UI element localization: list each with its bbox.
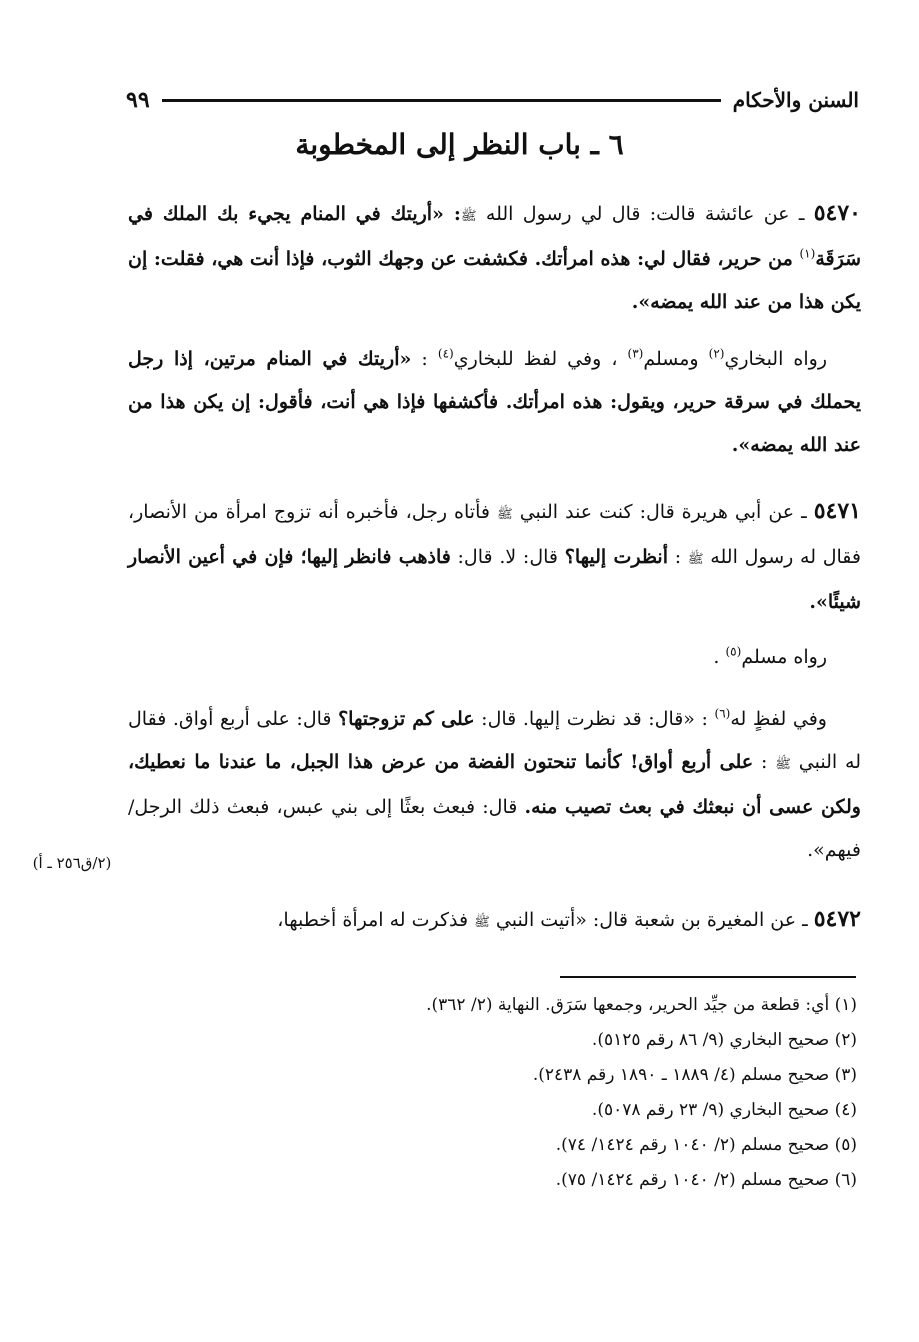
narration-text: :	[411, 348, 438, 370]
narration-text: .	[713, 646, 726, 668]
narration-text: رواه البخاري	[724, 348, 828, 370]
hadith-text: :	[668, 546, 688, 568]
running-title: السنن والأحكام	[732, 88, 859, 112]
narration-1	[128, 338, 861, 467]
narration-text: وفي لفظٍ له	[730, 708, 827, 730]
hadith-5470	[128, 192, 861, 324]
hadith-bold-text: فاذهب فانظر إليها؛ فإن في أعين الأنصار شيئًا».	[128, 546, 861, 613]
footnote-4: (٤) صحيح البخاري (٩/ ٢٣ رقم ٥٠٧٨).	[591, 1100, 857, 1120]
hadith-text: فذكرت له امرأة أخطبها،	[277, 909, 475, 931]
hadith-intro: ـ عن عائشة قالت: قال لي رسول الله	[476, 203, 814, 225]
footnote-ref-5: (٥)	[725, 644, 742, 659]
hadith-bold-text: أنظرت إليها؟	[564, 546, 668, 568]
footnote-separator	[560, 976, 856, 978]
chapter-heading: ٦ ـ باب النظر إلى المخطوبة	[295, 128, 624, 161]
narration-text: : «قال: قد نظرت إليها. قال:	[474, 708, 715, 730]
hadith-intro: ـ عن المغيرة بن شعبة قال: «أتيت النبي	[489, 909, 814, 931]
footnote-ref-3: (٣)	[627, 346, 644, 361]
narration-text: قال: على أربع أواق. فقال له النبي	[128, 708, 861, 773]
hadith-5472	[128, 898, 861, 944]
hadith-text: فأتاه رجل، فأخبره أنه تزوج امرأة من الأنصار، فقال له رسول الله	[128, 501, 861, 568]
manuscript-folio-note: (٢/ق٢٥٦ ـ أ)	[32, 854, 112, 872]
running-header	[126, 82, 859, 118]
hadith-number: ٥٤٧٢	[813, 906, 861, 932]
narration-2	[128, 636, 861, 679]
narration-bold-text: على أربع أواق! كأنما تنحتون الفضة من عرض هذا الجبل، ما عندنا ما نعطيك، ولكن عسى أن نبعثك في بعث تصيب منه.	[128, 751, 861, 818]
hadith-5471	[128, 490, 861, 624]
narration-text: قال: فبعث بعثًا إلى بني عبس، فبعث ذلك الرجل/ فيهم».	[128, 796, 861, 861]
salutation-glyph: ﷺ	[460, 209, 477, 224]
footnotes	[160, 988, 857, 1198]
narration-text: :	[753, 751, 776, 773]
salutation-glyph: ﷺ	[687, 552, 704, 567]
footnote-1: (١) أي: قطعة من جيِّد الحرير، وجمعها سَرَق. النهاية (٢/ ٣٦٢).	[426, 995, 857, 1015]
quote-text: «أريتك في المنام مرتين، إذا رجل يحملك في سرقة حرير، ويقول: هذه امرأتك. فأكشفها فإذا هي أنت، فأقول: إن يكن هذا من عند الله يمضه».	[128, 348, 861, 456]
footnote-3: (٣) صحيح مسلم (٤/ ١٨٨٩ ـ ١٨٩٠ رقم ٢٤٣٨).	[532, 1065, 857, 1085]
hadith-number: ٥٤٧١	[813, 498, 861, 524]
hadith-text: من حرير، فقال لي: هذه امرأتك. فكشفت عن وجهك الثوب، فإذا أنت هي، فقلت: إن يكن هذا من عند الله يمضه».	[128, 248, 861, 313]
hadith-text: : «أريتك في المنام يجيء بك الملك في سَرَقَة	[128, 203, 861, 270]
footnote-ref-4: (٤)	[437, 346, 454, 361]
narration-bold-text: على كم تزوجتها؟	[338, 708, 475, 730]
salutation-glyph: ﷺ	[474, 915, 490, 930]
narration-3	[128, 698, 861, 872]
narration-text: رواه مسلم	[741, 646, 827, 668]
salutation-glyph: ﷺ	[775, 757, 791, 772]
footnote-ref-2: (٢)	[708, 346, 725, 361]
hadith-text: قال: لا. قال:	[450, 546, 565, 568]
hadith-intro: ـ عن أبي هريرة قال: كنت عند النبي	[512, 501, 814, 523]
salutation-glyph: ﷺ	[496, 507, 513, 522]
header-rule	[162, 99, 721, 102]
narration-text: ، وفي لفظ للبخاري	[453, 348, 628, 370]
footnote-5: (٥) صحيح مسلم (٢/ ١٠٤٠ رقم ١٤٢٤/ ٧٤).	[555, 1135, 857, 1155]
page-number: ٩٩	[126, 87, 150, 113]
narration-text: ومسلم	[643, 348, 709, 370]
footnote-2: (٢) صحيح البخاري (٩/ ٨٦ رقم ٥١٢٥).	[591, 1030, 857, 1050]
footnote-ref-6: (٦)	[714, 706, 731, 721]
footnote-ref-1: (١)	[799, 246, 816, 261]
hadith-number: ٥٤٧٠	[813, 200, 861, 226]
footnote-6: (٦) صحيح مسلم (٢/ ١٠٤٠ رقم ١٤٢٤/ ٧٥).	[555, 1170, 857, 1190]
